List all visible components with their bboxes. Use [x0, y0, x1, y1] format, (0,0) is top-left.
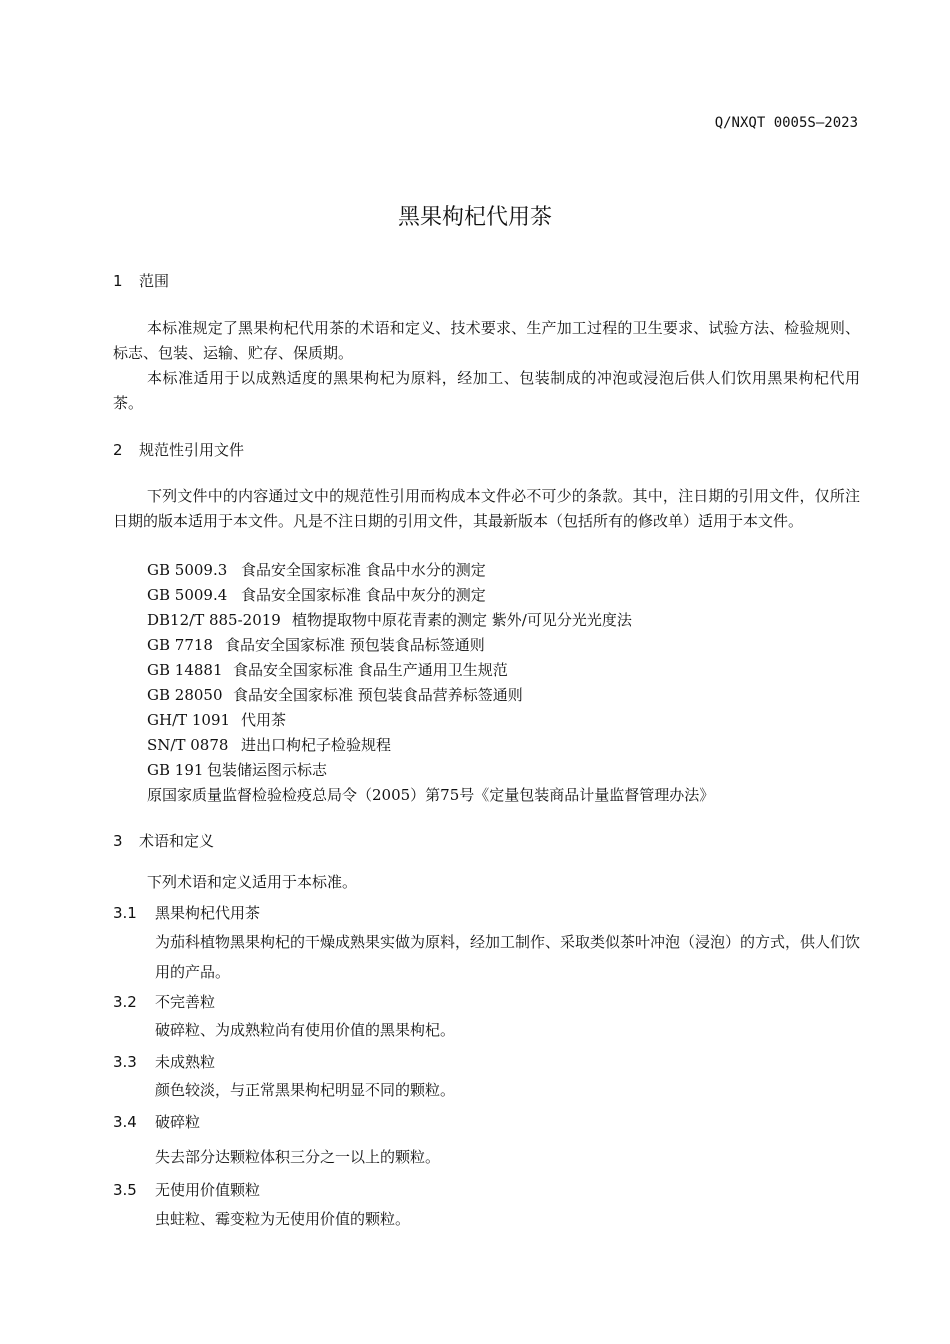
term-3-5-heading	[113, 1179, 260, 1200]
term-name: 黑果枸杞代用茶	[155, 904, 261, 922]
reference-name: 食品安全国家标准 预包装食品营养标签通则	[233, 686, 523, 704]
term-3-1-heading	[113, 902, 260, 923]
section-2-heading	[113, 439, 244, 460]
reference-code: GB 5009.3	[147, 561, 228, 579]
reference-code: DB12/T 885-2019	[147, 611, 281, 629]
reference-name: 植物提取物中原花青素的测定 紫外/可见分光光度法	[292, 611, 632, 629]
reference-name: 食品安全国家标准 食品中水分的测定	[241, 561, 486, 579]
reference-item	[147, 558, 714, 583]
term-name: 不完善粒	[155, 993, 216, 1011]
term-3-1-definition: 为茄科植物黑果枸杞的干燥成熟果实做为原料，经加工制作、采取类似茶叶冲泡（浸泡）的方式，供人们饮用的产品。	[155, 933, 861, 981]
section-1-paragraph-1: 本标准规定了黑果枸杞代用茶的术语和定义、技术要求、生产加工过程的卫生要求、试验方法、检验规则、标志、包装、运输、贮存、保质期。	[113, 319, 860, 362]
term-3-4-heading	[113, 1111, 200, 1132]
section-title: 术语和定义	[139, 832, 215, 850]
term-name: 破碎粒	[155, 1113, 201, 1131]
section-1-paragraph-2: 本标准适用于以成熟适度的黑果枸杞为原料，经加工、包装制成的冲泡或浸泡后供人们饮用黑果枸杞代用茶。	[113, 369, 860, 412]
section-title: 规范性引用文件	[139, 441, 245, 459]
term-3-2-heading	[113, 991, 215, 1012]
term-number: 3.2	[113, 993, 137, 1011]
reference-item	[147, 683, 714, 708]
term-number: 3.3	[113, 1053, 137, 1071]
reference-item	[147, 758, 714, 783]
reference-name: 食品安全国家标准 食品中灰分的测定	[241, 586, 486, 604]
reference-name: 食品安全国家标准 预包装食品标签通则	[225, 636, 485, 654]
term-3-2-definition: 破碎粒、为成熟粒尚有使用价值的黑果枸杞。	[155, 1021, 456, 1039]
term-3-5-definition: 虫蛀粒、霉变粒为无使用价值的颗粒。	[155, 1210, 411, 1228]
term-name: 未成熟粒	[155, 1053, 216, 1071]
reference-item	[147, 733, 714, 758]
term-number: 3.1	[113, 904, 137, 922]
reference-name: 包装储运图示标志	[207, 761, 328, 779]
reference-item	[147, 608, 714, 633]
document-code: Q/NXQT 0005S—2023	[714, 115, 858, 131]
section-number: 2	[113, 441, 123, 459]
reference-code: SN/T 0878	[147, 736, 229, 754]
reference-name: 食品安全国家标准 食品生产通用卫生规范	[233, 661, 508, 679]
reference-code: GB 28050	[147, 686, 223, 704]
section-title: 范围	[139, 272, 170, 290]
reference-code: GB 7718	[147, 636, 213, 654]
reference-item	[147, 583, 714, 608]
term-number: 3.4	[113, 1113, 137, 1131]
term-3-4-definition: 失去部分达颗粒体积三分之一以上的颗粒。	[155, 1148, 441, 1166]
reference-name: 原国家质量监督检验检疫总局令（2005）第75号《定量包装商品计量监督管理办法》	[147, 786, 715, 804]
section-number: 1	[113, 272, 123, 290]
section-2-paragraph-1: 下列文件中的内容通过文中的规范性引用而构成本文件必不可少的条款。其中，注日期的引用文件，仅所注日期的版本适用于本文件。凡是不注日期的引用文件，其最新版本（包括所有的修改单）适用于本文件。	[113, 487, 860, 530]
reference-item	[147, 708, 714, 733]
term-name: 无使用价值颗粒	[155, 1181, 261, 1199]
reference-code: GH/T 1091	[147, 711, 231, 729]
term-number: 3.5	[113, 1181, 137, 1199]
section-1-heading	[113, 270, 169, 291]
reference-item	[147, 633, 714, 658]
reference-item	[147, 658, 714, 683]
section-3-heading	[113, 830, 214, 851]
section-number: 3	[113, 832, 123, 850]
section-3-intro: 下列术语和定义适用于本标准。	[147, 873, 358, 891]
normative-reference-list	[147, 558, 714, 808]
reference-name: 进出口枸杞子检验规程	[241, 736, 392, 754]
reference-code: GB 5009.4	[147, 586, 228, 604]
reference-name: 代用茶	[241, 711, 287, 729]
reference-item	[147, 783, 714, 808]
document-title: 黑果枸杞代用茶	[397, 205, 552, 230]
reference-code: GB 14881	[147, 661, 223, 679]
term-3-3-definition: 颜色较淡，与正常黑果枸杞明显不同的颗粒。	[155, 1081, 456, 1099]
reference-code: GB 191	[147, 761, 204, 779]
term-3-3-heading	[113, 1051, 215, 1072]
